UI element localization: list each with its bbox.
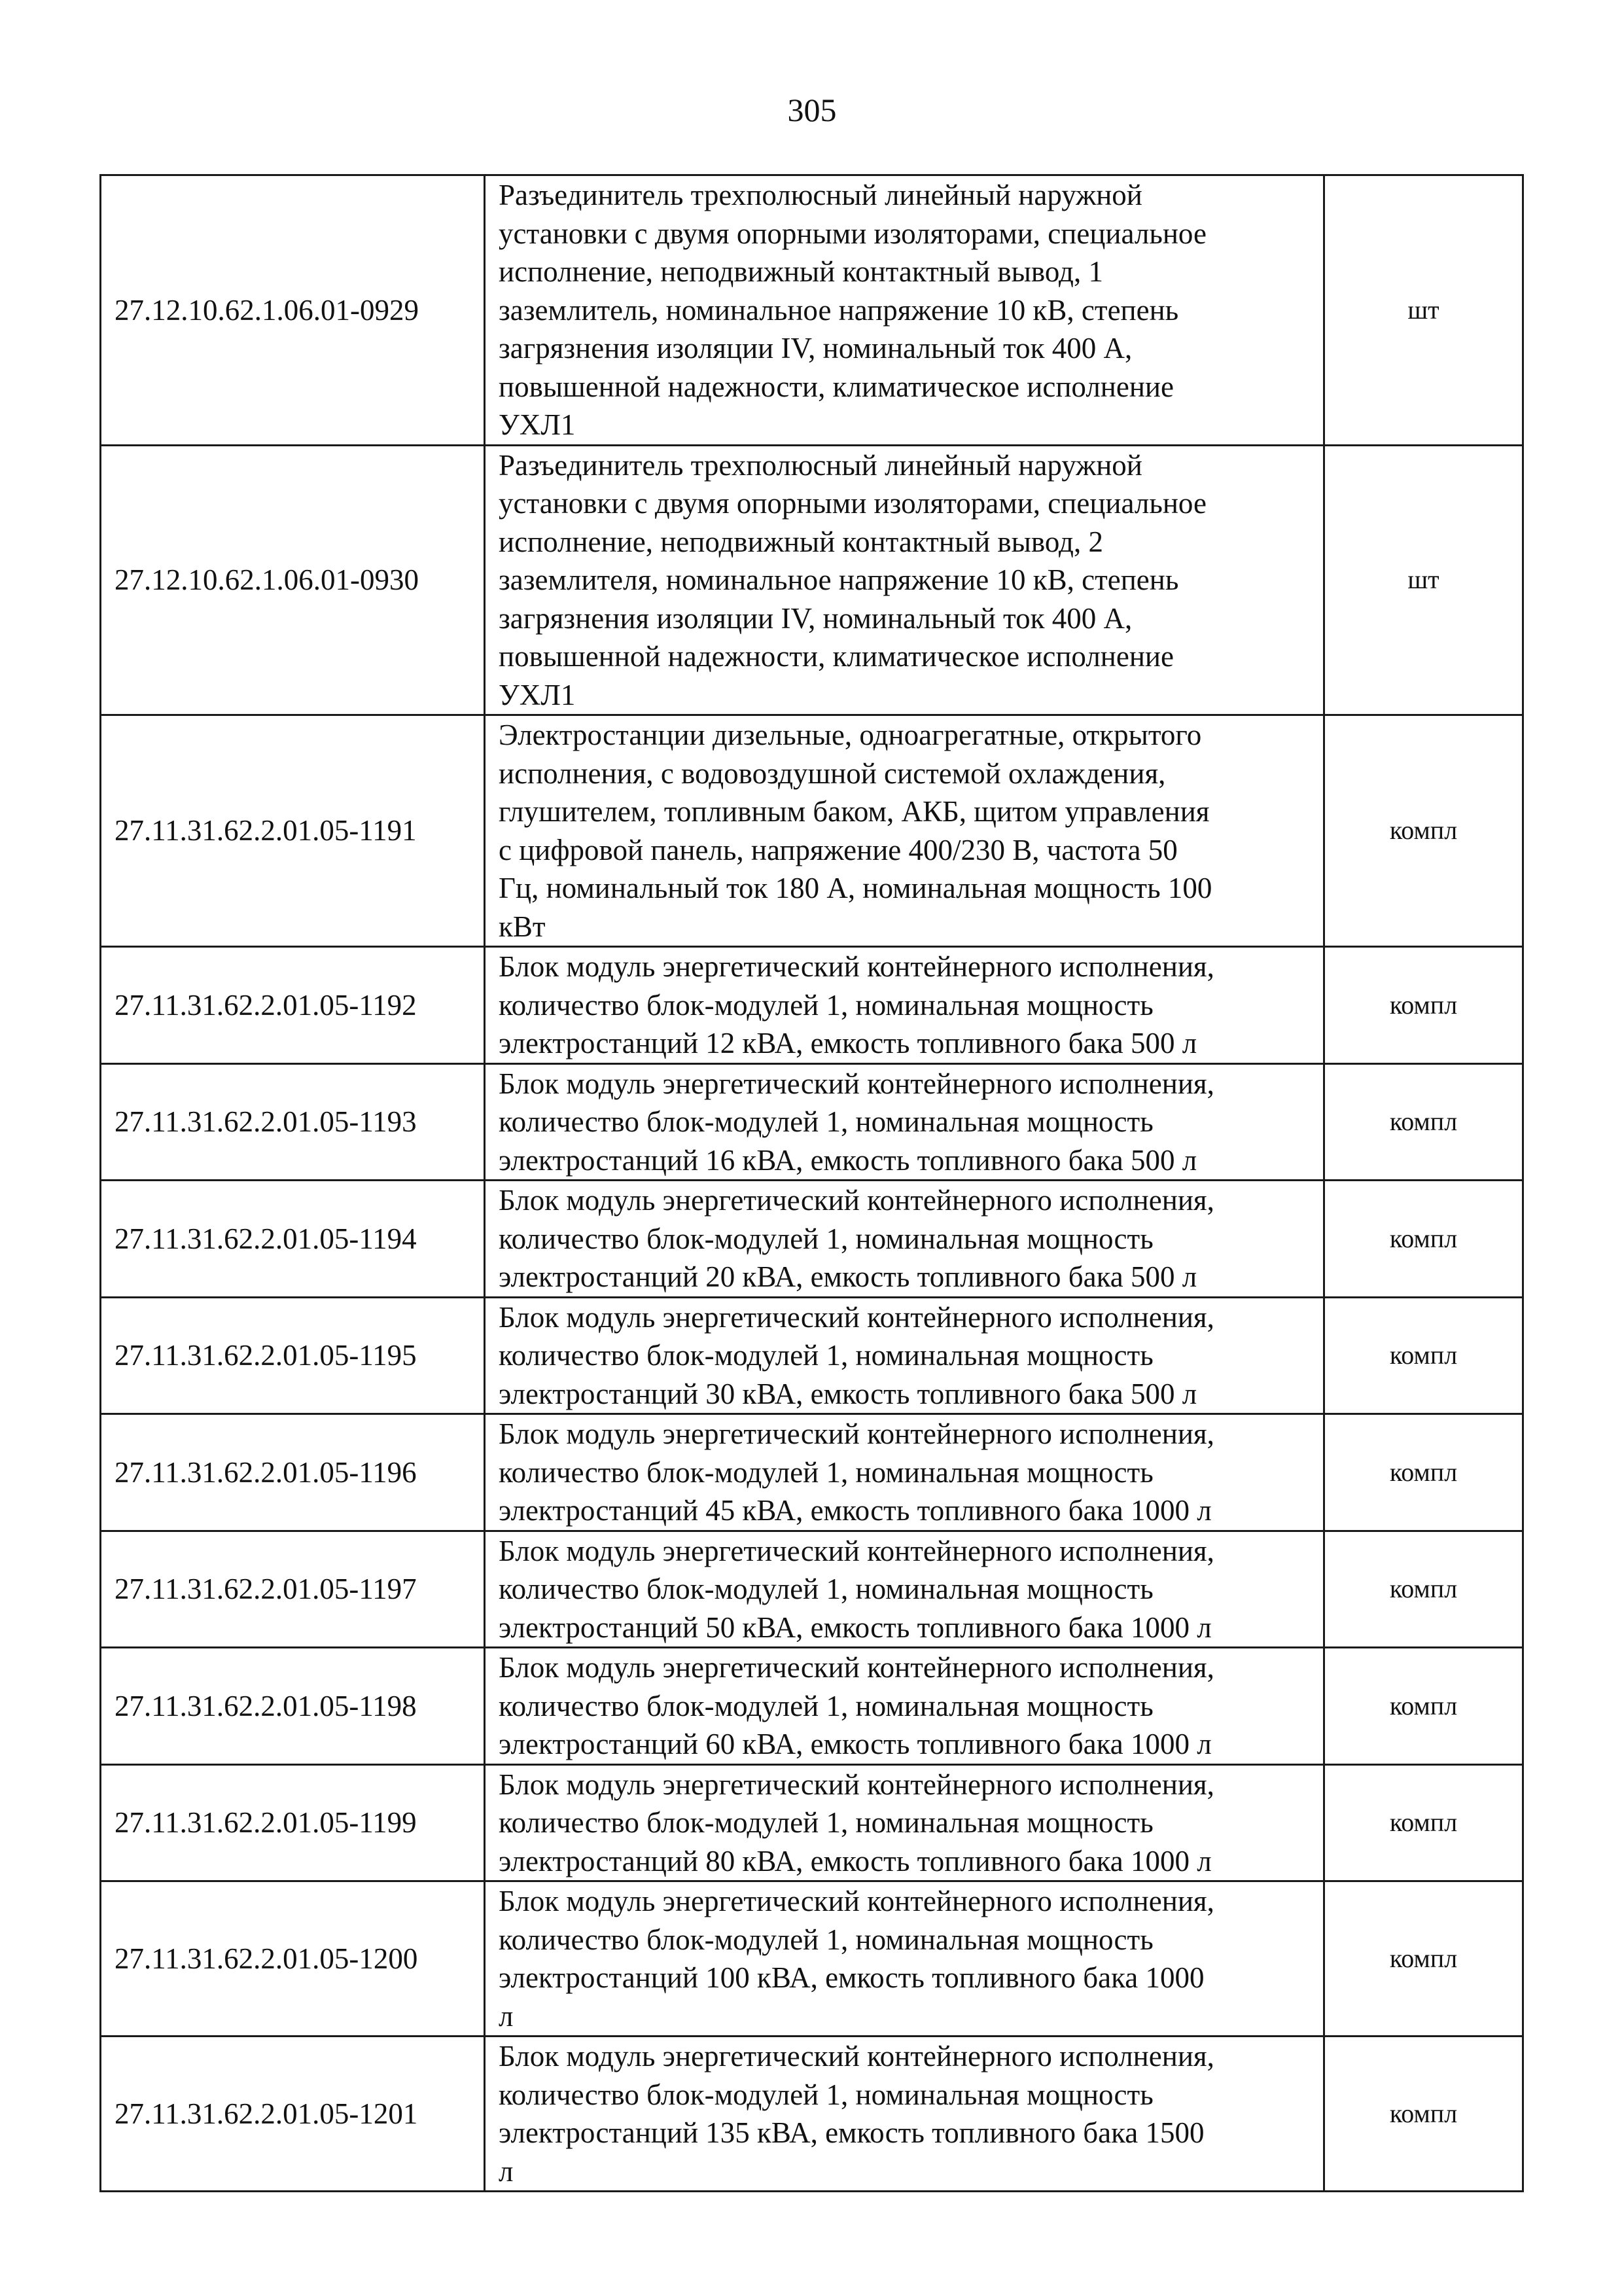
unit-of-measure: шт	[1324, 445, 1523, 715]
description-line: Блок модуль энергетический контейнерного исполнения,	[499, 2040, 1214, 2073]
resource-description	[485, 175, 1324, 446]
resource-description	[485, 445, 1324, 715]
description-line: Разъединитель трехполюсный линейный наружной	[499, 448, 1142, 482]
description-line: количество блок-модулей 1, номинальная мощность	[499, 1339, 1154, 1372]
resource-code: 27.12.10.62.1.06.01-0929	[101, 175, 485, 446]
description-line: Гц, номинальный ток 180 А, номинальная мощность 100	[499, 872, 1212, 904]
unit-of-measure: компл	[1324, 1881, 1523, 2037]
description-line: загрязнения изоляции IV, номинальный ток 400 А,	[499, 601, 1133, 635]
description-line: исполнение, неподвижный контактный вывод, 2	[499, 525, 1103, 558]
description-line: Блок модуль энергетический контейнерного исполнения,	[499, 1534, 1214, 1567]
unit-of-measure: компл	[1324, 1414, 1523, 1531]
description-line: электростанций 45 кВА, емкость топливного бака 1000 л	[499, 1494, 1212, 1527]
resource-description	[485, 947, 1324, 1064]
description-line: исполнения, с водовоздушной системой охлаждения,	[499, 756, 1166, 790]
description-line: количество блок-модулей 1, номинальная мощность	[499, 1806, 1154, 1839]
description-line: исполнение, неподвижный контактный вывод, 1	[499, 255, 1103, 288]
resource-code: 27.11.31.62.2.01.05-1201	[101, 2037, 485, 2192]
resource-code: 27.11.31.62.2.01.05-1192	[101, 947, 485, 1064]
resource-description	[485, 1297, 1324, 1414]
resource-description	[485, 1764, 1324, 1881]
description-line: установки с двумя опорными изоляторами, специальное	[499, 487, 1207, 520]
resource-code: 27.11.31.62.2.01.05-1195	[101, 1297, 485, 1414]
description-line: электростанций 30 кВА, емкость топливного бака 500 л	[499, 1377, 1197, 1410]
page-number: 305	[787, 92, 837, 128]
unit-of-measure: компл	[1324, 2037, 1523, 2192]
description-line: л	[499, 2154, 514, 2188]
table-row	[101, 1181, 1523, 1298]
description-line: Электростанции дизельные, одноагрегатные, открытого	[499, 719, 1202, 751]
table-row	[101, 715, 1523, 947]
description-line: УХЛ1	[499, 408, 576, 441]
table-row	[101, 1648, 1523, 1765]
table-row	[101, 947, 1523, 1064]
unit-of-measure: компл	[1324, 715, 1523, 947]
unit-of-measure: компл	[1324, 1764, 1523, 1881]
description-line: загрязнения изоляции IV, номинальный ток 400 А,	[499, 332, 1133, 365]
description-line: количество блок-модулей 1, номинальная мощность	[499, 1689, 1154, 1722]
description-line: Разъединитель трехполюсный линейный наружной	[499, 179, 1142, 211]
description-line: количество блок-модулей 1, номинальная мощность	[499, 1222, 1154, 1255]
description-line: УХЛ1	[499, 678, 576, 711]
description-line: Блок модуль энергетический контейнерного исполнения,	[499, 1768, 1214, 1801]
description-line: электростанций 80 кВА, емкость топливного бака 1000 л	[499, 1844, 1212, 1877]
resource-description	[485, 1881, 1324, 2037]
resource-description	[485, 1414, 1324, 1531]
table-row	[101, 445, 1523, 715]
description-line: количество блок-модулей 1, номинальная мощность	[499, 1105, 1154, 1138]
resource-table	[99, 174, 1524, 2192]
description-line: электростанций 60 кВА, емкость топливного бака 1000 л	[499, 1728, 1212, 1760]
resource-description	[485, 1063, 1324, 1181]
unit-of-measure: компл	[1324, 1063, 1523, 1181]
description-line: заземлителя, номинальное напряжение 10 кВ, степень	[499, 563, 1179, 596]
description-line: Блок модуль энергетический контейнерного исполнения,	[499, 1300, 1214, 1334]
resource-code: 27.11.31.62.2.01.05-1193	[101, 1063, 485, 1181]
description-line: установки с двумя опорными изоляторами, специальное	[499, 217, 1207, 250]
description-line: Блок модуль энергетический контейнерного исполнения,	[499, 1885, 1214, 1917]
description-line: Блок модуль энергетический контейнерного исполнения,	[499, 1067, 1214, 1100]
description-line: электростанций 135 кВА, емкость топливного бака 1500	[499, 2116, 1205, 2149]
resource-code: 27.11.31.62.2.01.05-1198	[101, 1648, 485, 1765]
table-row	[101, 1297, 1523, 1414]
description-line: количество блок-модулей 1, номинальная мощность	[499, 1455, 1154, 1489]
unit-of-measure: компл	[1324, 947, 1523, 1064]
unit-of-measure: компл	[1324, 1531, 1523, 1648]
resource-code: 27.11.31.62.2.01.05-1199	[101, 1764, 485, 1881]
description-line: Блок модуль энергетический контейнерного исполнения,	[499, 1417, 1214, 1450]
description-line: с цифровой панель, напряжение 400/230 В, частота 50	[499, 833, 1178, 866]
description-line: электростанций 12 кВА, емкость топливного бака 500 л	[499, 1027, 1197, 1059]
resource-description	[485, 2037, 1324, 2192]
resource-code: 27.11.31.62.2.01.05-1197	[101, 1531, 485, 1648]
description-line: электростанций 50 кВА, емкость топливного бака 1000 л	[499, 1610, 1212, 1644]
description-line: л	[499, 1999, 514, 2033]
resource-description	[485, 1181, 1324, 1298]
description-line: электростанций 16 кВА, емкость топливного бака 500 л	[499, 1143, 1197, 1177]
resource-description	[485, 1531, 1324, 1648]
description-line: глушителем, топливным баком, АКБ, щитом управления	[499, 795, 1210, 828]
description-line: кВт	[499, 910, 546, 943]
description-line: количество блок-модулей 1, номинальная мощность	[499, 1923, 1154, 1956]
table-row	[101, 175, 1523, 446]
table-row	[101, 2037, 1523, 2192]
description-line: количество блок-модулей 1, номинальная мощность	[499, 2078, 1154, 2111]
resource-code: 27.11.31.62.2.01.05-1200	[101, 1881, 485, 2037]
table-row	[101, 1764, 1523, 1881]
description-line: электростанций 100 кВА, емкость топливного бака 1000	[499, 1961, 1205, 1994]
description-line: заземлитель, номинальное напряжение 10 кВ, степень	[499, 293, 1179, 327]
description-line: Блок модуль энергетический контейнерного исполнения,	[499, 1184, 1214, 1217]
description-line: Блок модуль энергетический контейнерного исполнения,	[499, 1651, 1214, 1684]
resource-code: 27.12.10.62.1.06.01-0930	[101, 445, 485, 715]
resource-code: 27.11.31.62.2.01.05-1196	[101, 1414, 485, 1531]
resource-code: 27.11.31.62.2.01.05-1194	[101, 1181, 485, 1298]
description-line: количество блок-модулей 1, номинальная мощность	[499, 1573, 1154, 1605]
unit-of-measure: компл	[1324, 1648, 1523, 1765]
description-line: повышенной надежности, климатическое исполнение	[499, 640, 1174, 673]
unit-of-measure: компл	[1324, 1297, 1523, 1414]
description-line: повышенной надежности, климатическое исполнение	[499, 370, 1174, 403]
table-row	[101, 1531, 1523, 1648]
table-body	[101, 175, 1523, 2192]
resource-description	[485, 1648, 1324, 1765]
unit-of-measure: компл	[1324, 1181, 1523, 1298]
description-line: электростанций 20 кВА, емкость топливного бака 500 л	[499, 1260, 1197, 1293]
table-row	[101, 1881, 1523, 2037]
description-line: количество блок-модулей 1, номинальная мощность	[499, 988, 1154, 1022]
table-row	[101, 1414, 1523, 1531]
table-row	[101, 1063, 1523, 1181]
description-line: Блок модуль энергетический контейнерного исполнения,	[499, 950, 1214, 983]
unit-of-measure: шт	[1324, 175, 1523, 446]
resource-code: 27.11.31.62.2.01.05-1191	[101, 715, 485, 947]
resource-description	[485, 715, 1324, 947]
